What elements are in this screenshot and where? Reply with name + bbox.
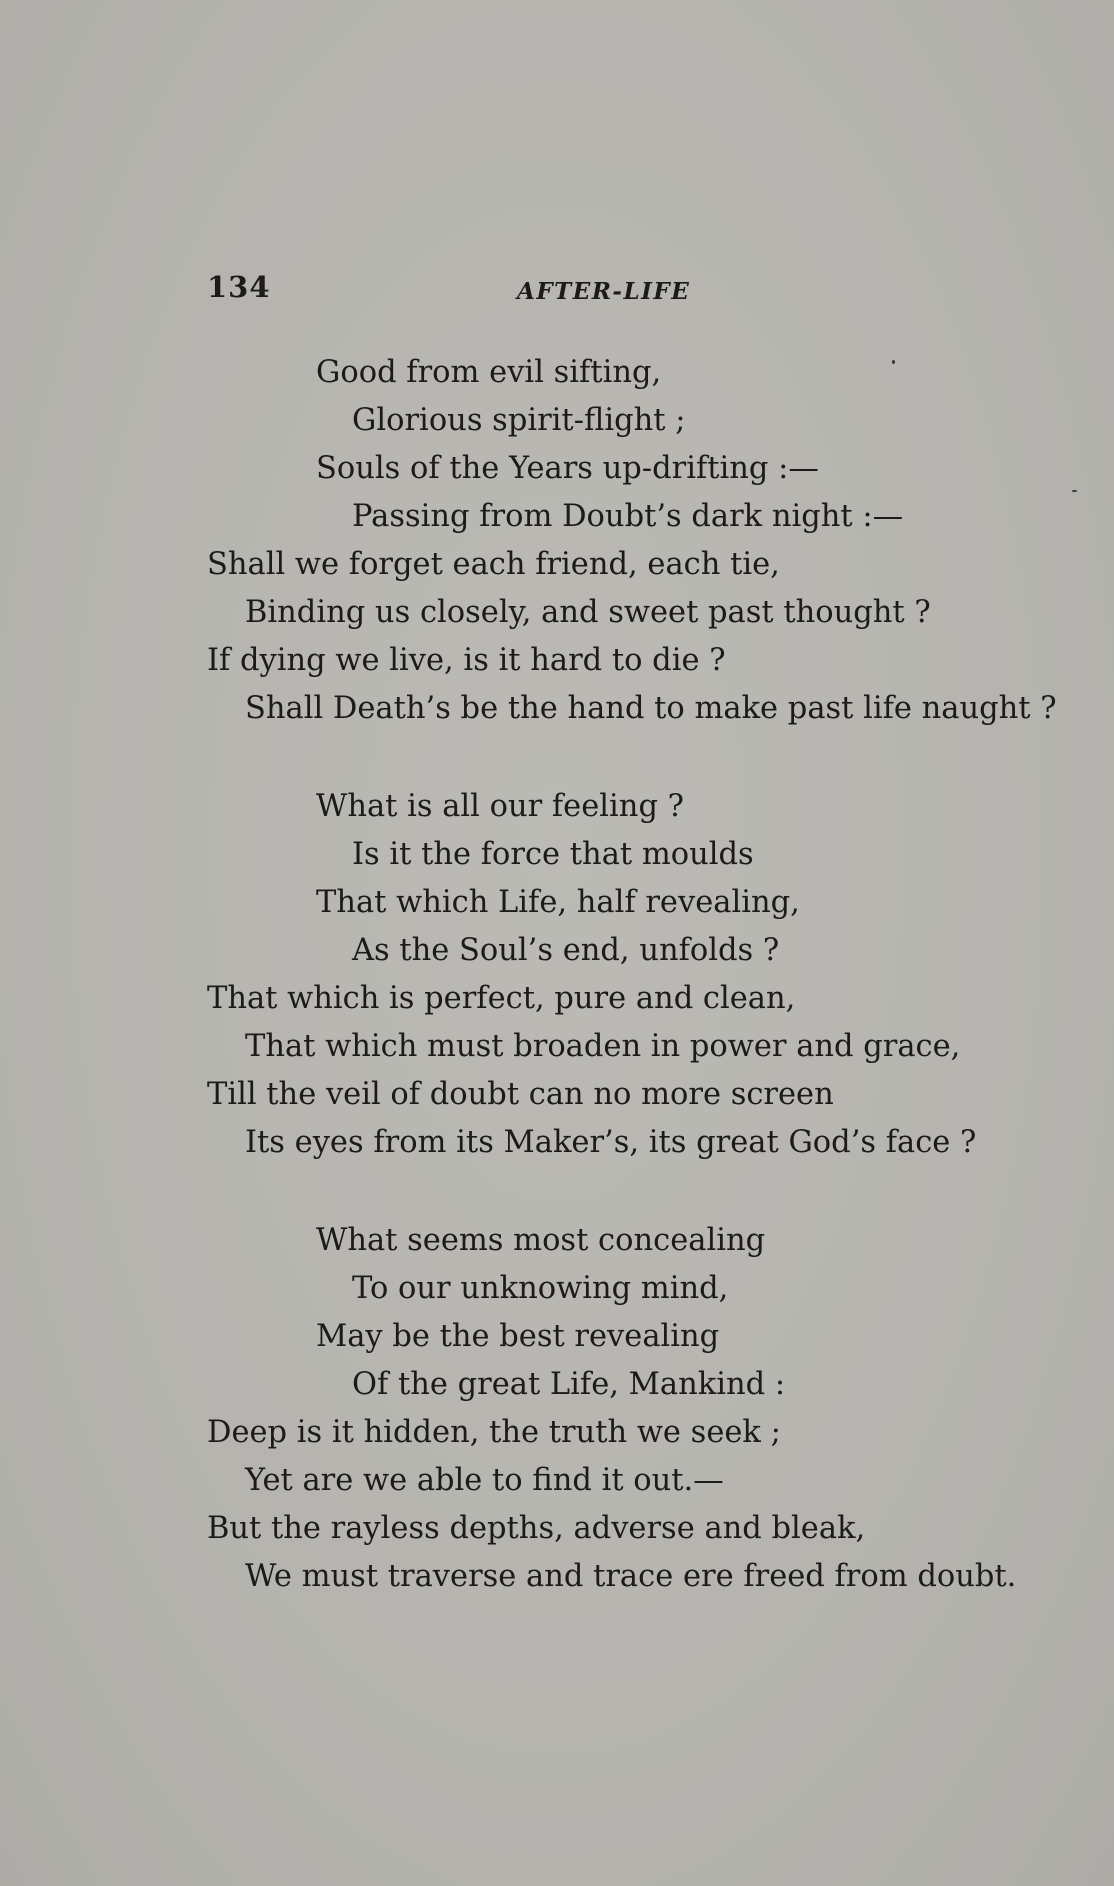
poem-line: Glorious spirit-flight ; — [352, 403, 686, 438]
poem-line: Of the great Life, Mankind : — [352, 1367, 786, 1402]
poem-line: What seems most concealing — [316, 1223, 766, 1258]
poem-line: That which is perfect, pure and clean, — [207, 981, 796, 1016]
running-title: AFTER-LIFE — [517, 278, 691, 305]
poem-line: We must traverse and trace ere freed from doubt. — [245, 1559, 1017, 1594]
poem-line: To our unknowing mind, — [352, 1271, 729, 1306]
ink-speck — [1072, 490, 1077, 492]
poem-line: Deep is it hidden, the truth we seek ; — [207, 1415, 781, 1450]
poem-line: Is it the force that moulds — [352, 837, 754, 872]
ink-speck — [892, 360, 895, 364]
poem-line: Passing from Doubt’s dark night :— — [352, 499, 904, 534]
poem-line: Its eyes from its Maker’s, its great God’s face ? — [245, 1125, 977, 1160]
poem-line: May be the best revealing — [316, 1319, 720, 1354]
poem-line: If dying we live, is it hard to die ? — [207, 643, 726, 678]
poem-line: Shall we forget each friend, each tie, — [207, 547, 780, 582]
poem-line: What is all our feeling ? — [316, 789, 685, 824]
page-header — [207, 270, 1007, 310]
poem-line: But the rayless depths, adverse and bleak, — [207, 1511, 866, 1546]
poem-line: That which must broaden in power and grace, — [245, 1029, 961, 1064]
poem-line: Till the veil of doubt can no more screen — [207, 1077, 834, 1112]
page-number: 134 — [207, 270, 271, 304]
poem-line: Shall Death’s be the hand to make past life naught ? — [245, 691, 1057, 726]
poem-line: Good from evil sifting, — [316, 355, 662, 390]
poem-line: Souls of the Years up-drifting :— — [316, 451, 819, 486]
poem-line: That which Life, half revealing, — [316, 885, 800, 920]
poem-line: Binding us closely, and sweet past thought ? — [245, 595, 931, 630]
poem-line: As the Soul’s end, unfolds ? — [352, 933, 780, 968]
poem-line: Yet are we able to find it out.— — [245, 1463, 724, 1498]
